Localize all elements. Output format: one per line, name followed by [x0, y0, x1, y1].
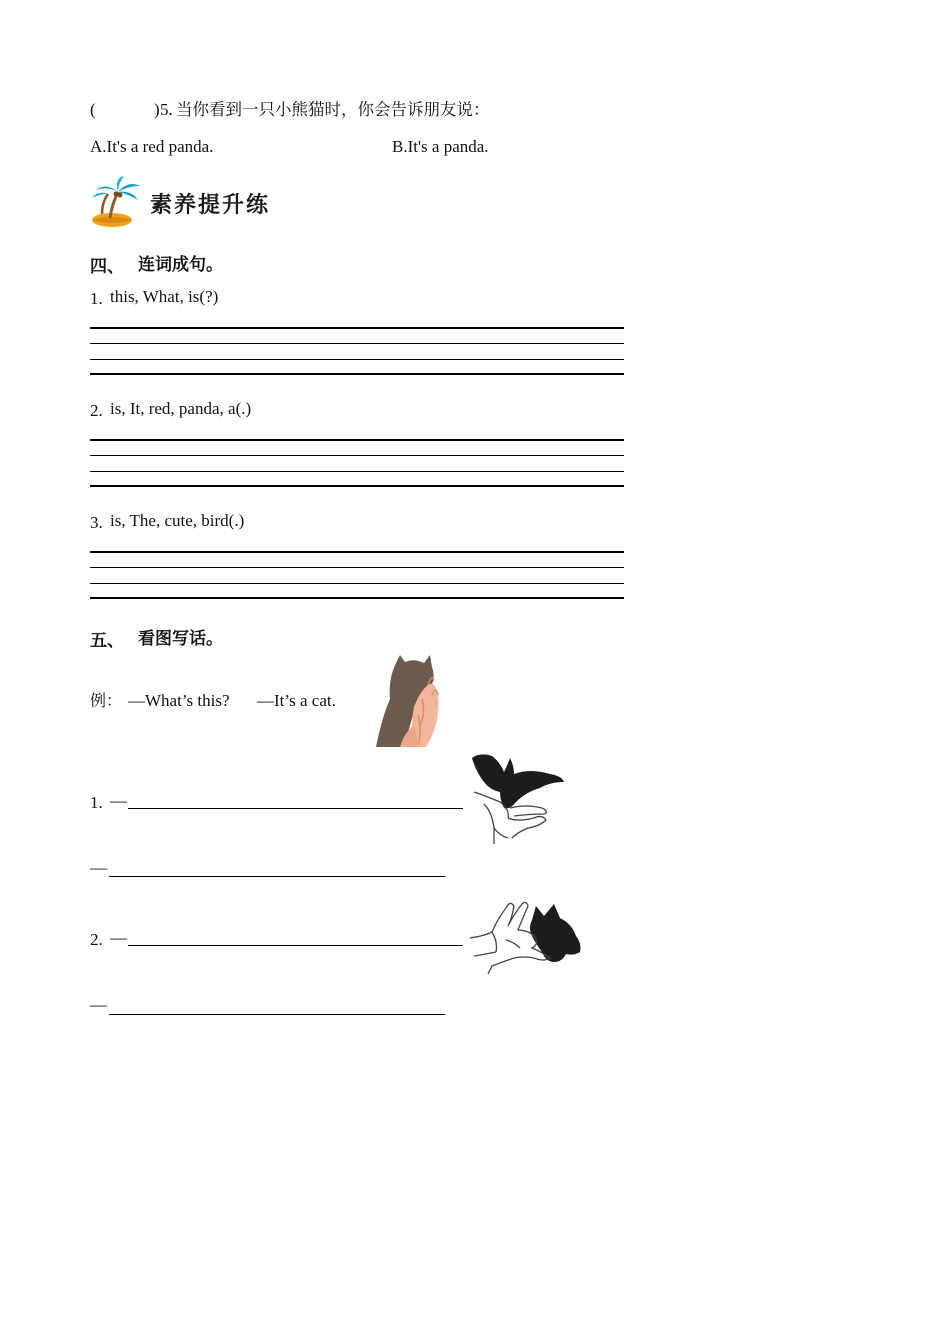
section5-item-2-answer-blank[interactable]	[109, 1014, 445, 1015]
section5-item-2-question-blank[interactable]	[128, 945, 463, 946]
section5-number: 五、	[90, 631, 124, 651]
example-question: —What’s this?	[128, 691, 230, 710]
q5-number: 5.	[160, 100, 173, 119]
section4-number: 四、	[90, 257, 124, 277]
dog-hand-shadow-icon	[470, 896, 586, 976]
bird-hand-shadow-icon	[470, 752, 566, 846]
section5-item-1-dash-a: —	[90, 858, 107, 877]
q5-option-b[interactable]: B.It's a panda.	[392, 137, 489, 156]
section4-item-1-words: this, What, is(?)	[110, 287, 219, 306]
section4-item-1-number: 1.	[90, 289, 103, 308]
section5-item-1-number: 1.	[90, 793, 103, 812]
palm-island-icon	[88, 176, 142, 228]
banner-title: 素养提升练	[150, 193, 271, 218]
section4-item-2-number: 2.	[90, 401, 103, 420]
section5-title: 看图写话。	[138, 629, 223, 649]
cat-hand-shadow-icon	[374, 655, 444, 747]
q5-option-a[interactable]: A.It's a red panda.	[90, 137, 214, 156]
section5-item-1-question-blank[interactable]	[128, 808, 463, 809]
q5-paren-close: )	[154, 100, 160, 119]
section4-title: 连词成句。	[138, 255, 223, 275]
section5-item-2-dash-a: —	[90, 995, 107, 1014]
banner	[88, 176, 328, 228]
section5-item-2-dash-q: —	[110, 928, 127, 947]
section4-item-3-number: 3.	[90, 513, 103, 532]
example-answer: —It’s a cat.	[257, 691, 336, 710]
section5-item-1-dash-q: —	[110, 791, 127, 810]
section5-item-2-number: 2.	[90, 930, 103, 949]
section4-item-3-words: is, The, cute, bird(.)	[110, 511, 245, 530]
q5-question: 当你看到一只小熊猫时，你会告诉朋友说：	[176, 100, 490, 119]
example-label: 例：	[90, 691, 123, 710]
q5-answer-blank[interactable]	[100, 98, 152, 120]
section5-item-1-answer-blank[interactable]	[109, 876, 445, 877]
q5-paren-open: (	[90, 100, 96, 119]
section4-item-2-words: is, It, red, panda, a(.)	[110, 399, 252, 418]
